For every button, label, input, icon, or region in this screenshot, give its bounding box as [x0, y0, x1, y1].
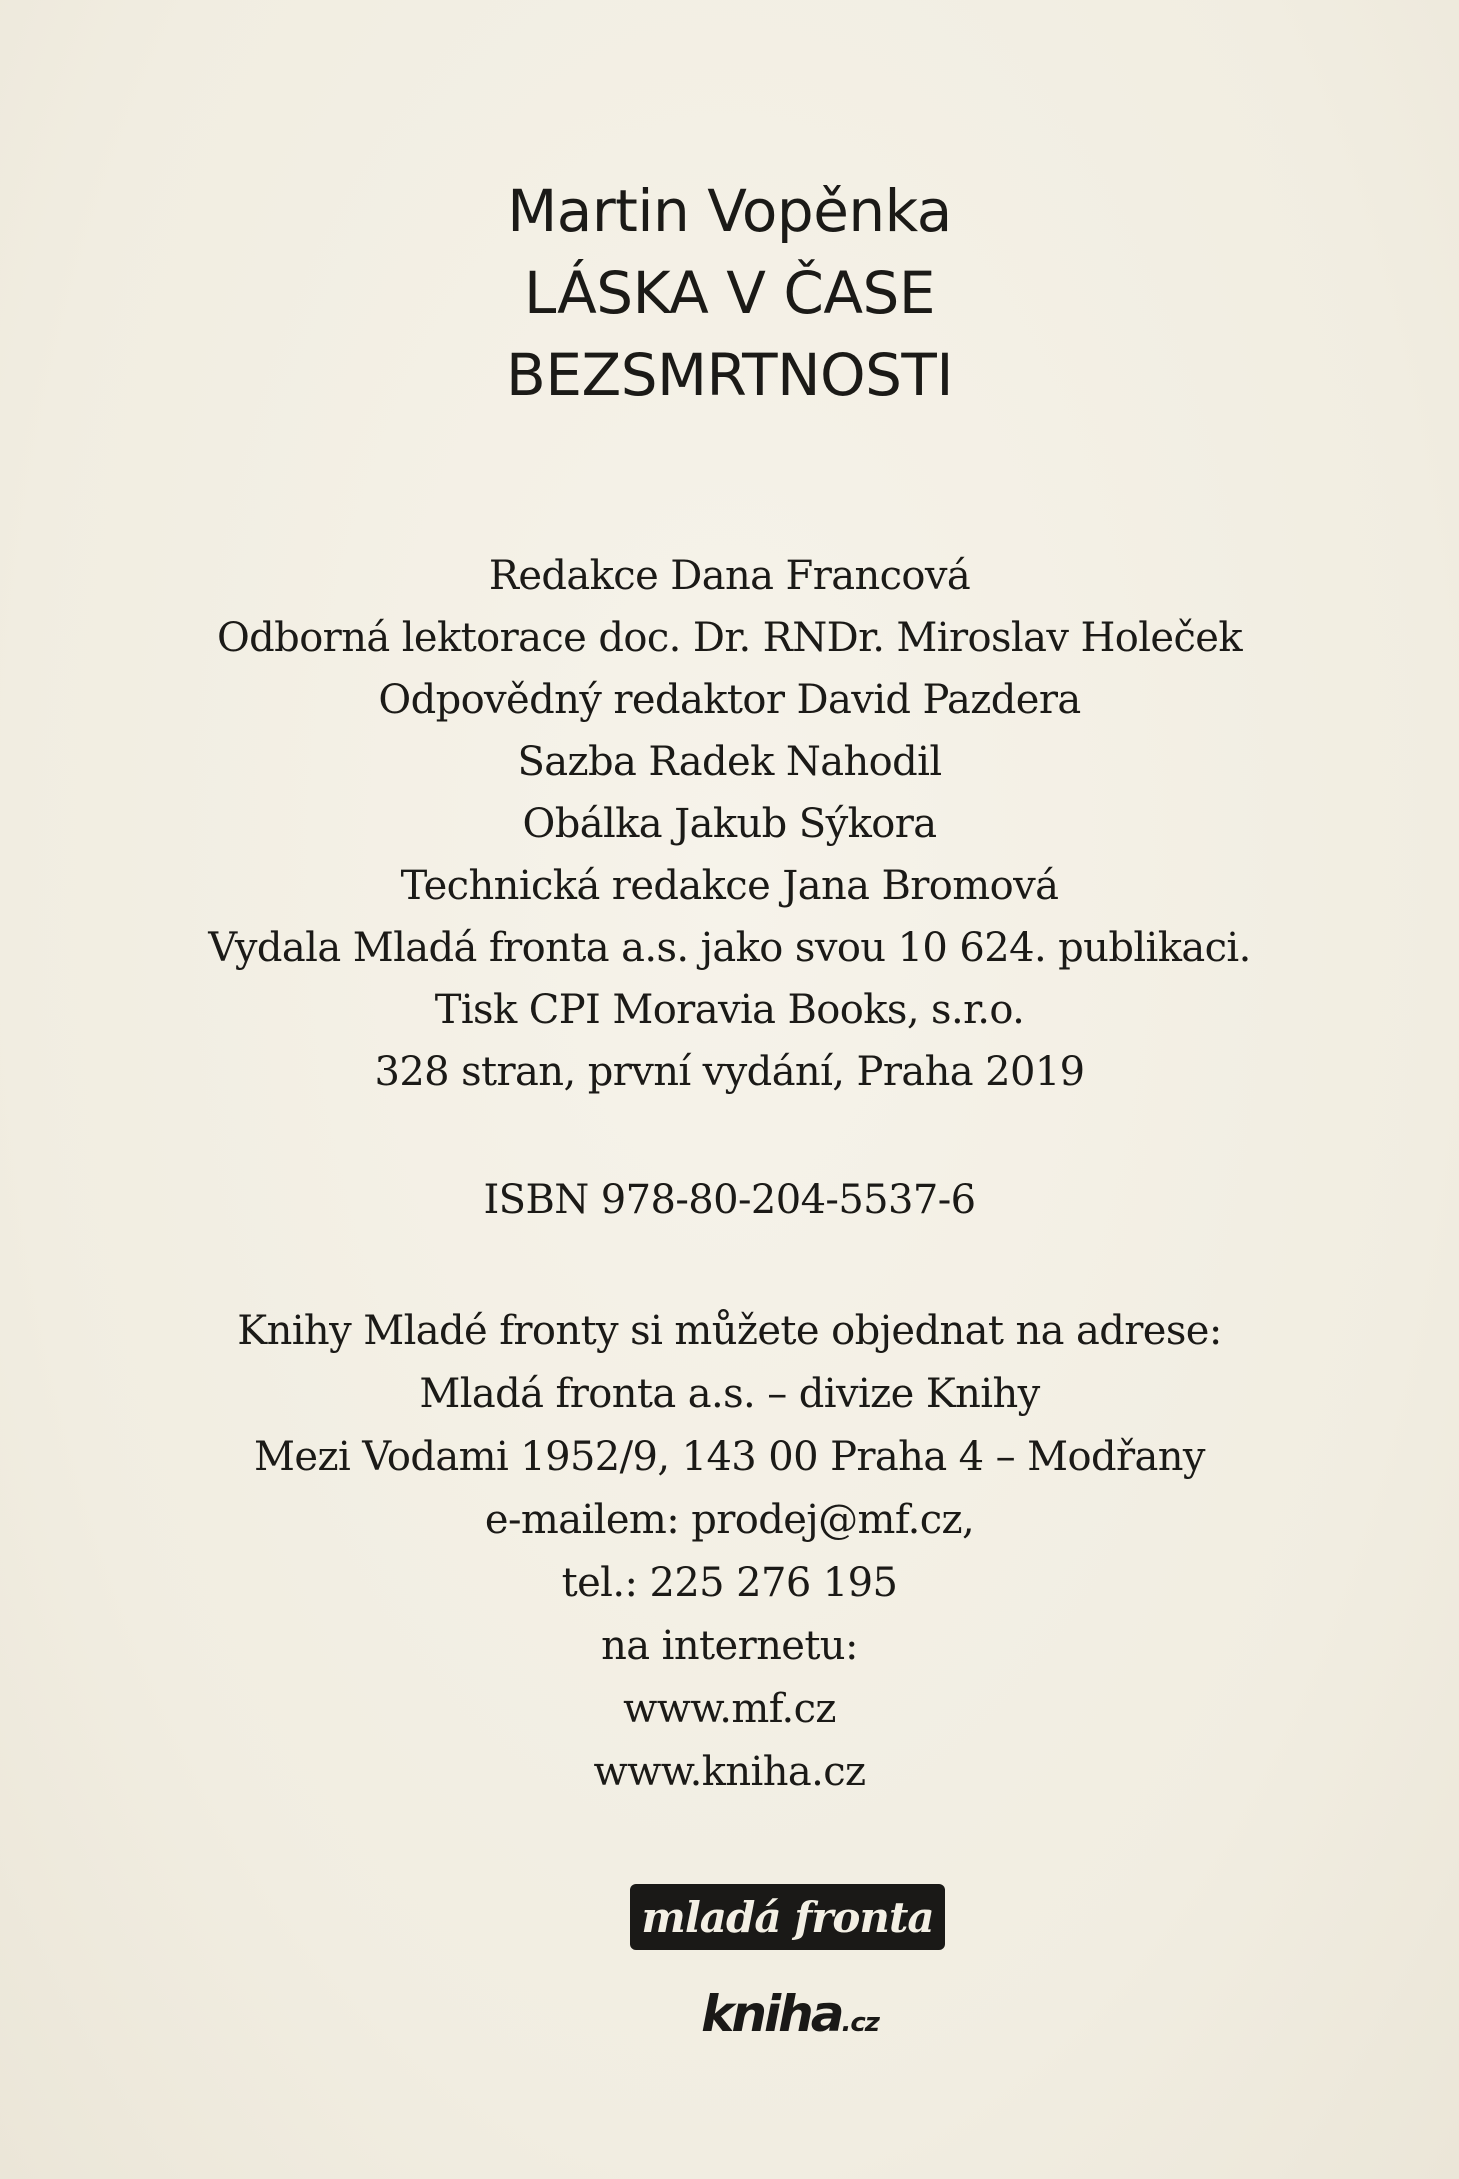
- kniha-cz-logo: [700, 1985, 880, 2055]
- credit-line: Odborná lektorace doc. Dr. RNDr. Miroslav Holeček: [216, 615, 1242, 661]
- author-name: Martin Vopěnka: [507, 177, 952, 245]
- order-line: www.kniha.cz: [593, 1749, 866, 1795]
- kniha-logo-tld: .cz: [841, 2008, 879, 2038]
- order-line: Knihy Mladé fronty si můžete objednat na adrese:: [237, 1308, 1222, 1354]
- credit-line: Tisk CPI Moravia Books, s.r.o.: [434, 987, 1025, 1033]
- order-line: e-mailem: prodej@mf.cz,: [484, 1497, 975, 1543]
- kniha-logo-text: kniha: [701, 1985, 842, 2043]
- order-line: Mladá fronta a.s. – divize Knihy: [419, 1371, 1040, 1417]
- order-info-block: [0, 1300, 1459, 1804]
- book-title-line-1: LÁSKA V ČASE: [523, 259, 936, 327]
- mlada-fronta-logo: [630, 1884, 945, 1950]
- credit-line: Obálka Jakub Sýkora: [522, 801, 937, 847]
- credit-line: Redakce Dana Francová: [488, 553, 971, 599]
- credit-line: 328 stran, první vydání, Praha 2019: [374, 1049, 1085, 1095]
- mlada-fronta-logo-text: mladá fronta: [641, 1892, 934, 1942]
- book-title-line-2: BEZSMRTNOSTI: [506, 341, 953, 409]
- order-line: na internetu:: [601, 1623, 858, 1669]
- credit-line: Technická redakce Jana Bromová: [400, 863, 1059, 909]
- credits-block: [0, 545, 1459, 1103]
- credit-line: Sazba Radek Nahodil: [517, 739, 942, 785]
- order-line: Mezi Vodami 1952/9, 143 00 Praha 4 – Modřany: [254, 1434, 1205, 1480]
- credit-line: Odpovědný redaktor David Pazdera: [378, 677, 1081, 723]
- isbn: ISBN 978-80-204-5537-6: [483, 1177, 976, 1223]
- title-block: [0, 170, 1459, 416]
- credit-line: Vydala Mladá fronta a.s. jako svou 10 624. publikaci.: [208, 925, 1251, 971]
- order-line: tel.: 225 276 195: [561, 1560, 898, 1606]
- order-line: www.mf.cz: [623, 1686, 836, 1732]
